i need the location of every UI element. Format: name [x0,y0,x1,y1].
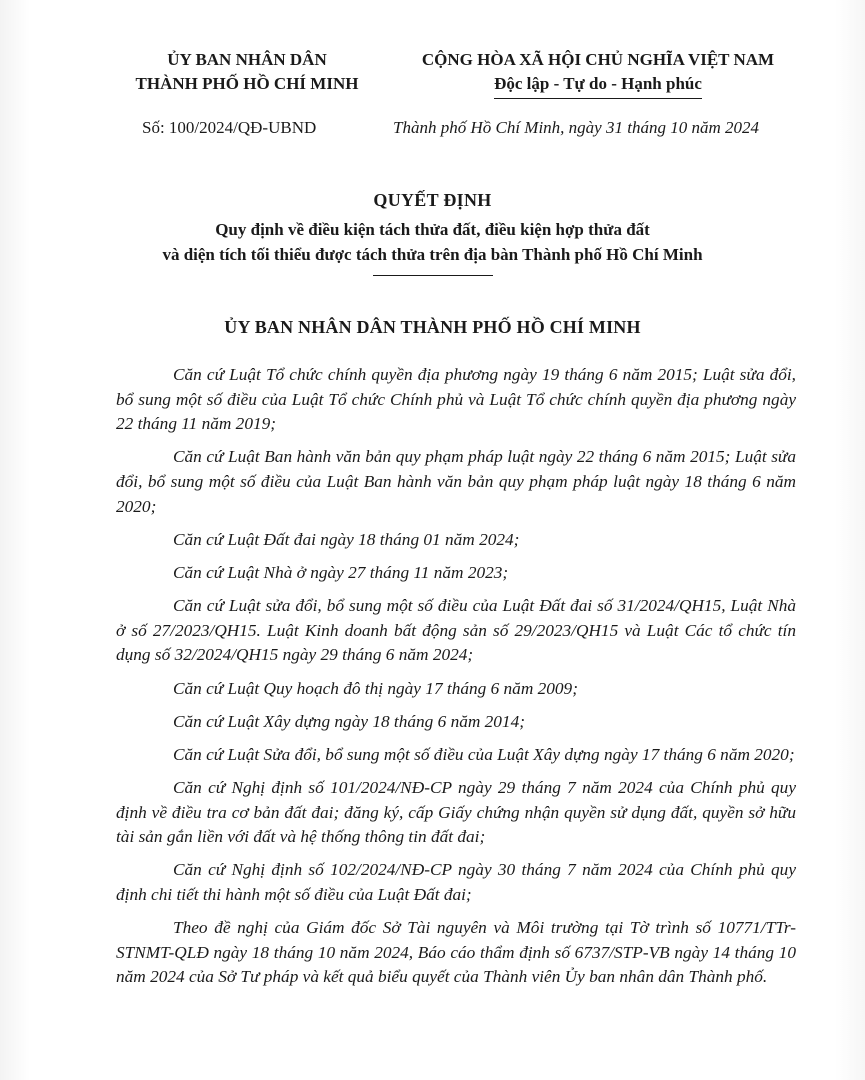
subject-line-1: Quy định về điều kiện tách thửa đất, điều kiện hợp thửa đất [215,220,650,239]
preamble-paragraph: Căn cứ Luật Sửa đổi, bổ sung một số điều của Luật Xây dựng ngày 17 tháng 6 năm 2020; [173,744,795,764]
title-divider [373,275,493,276]
national-name: CỘNG HÒA XÃ HỘI CHỦ NGHĨA VIỆT NAM [421,50,775,69]
preamble-paragraph: Căn cứ Luật Tổ chức chính quyền địa phương ngày 19 tháng 6 năm 2015; Luật sửa đổi, bổ sung một số điều của Luật Tổ chức Chính phủ và Luật Tổ chức chính quyền địa phương ngày 22 tháng 11 năm 2019; [116,365,796,434]
preamble-paragraph: Căn cứ Nghị định số 102/2024/NĐ-CP ngày 30 tháng 7 năm 2024 của Chính phủ quy định chi tiết thi hành một số điều của Luật Đất đai; [116,860,796,905]
document-date: Thành phố Hồ Chí Minh, ngày 31 tháng 10 năm 2024 [393,118,759,137]
subject-line-2: và diện tích tối thiểu được tách thửa trên địa bàn Thành phố Hồ Chí Minh [162,245,703,264]
issuing-agency [112,48,382,96]
national-motto: Độc lập - Tự do - Hạnh phúc [494,72,702,96]
preamble-paragraph: Căn cứ Luật Xây dựng ngày 18 tháng 6 năm 2014; [173,711,525,731]
preamble [116,363,796,999]
agency-line-1: ỦY BAN NHÂN DÂN [167,50,327,69]
national-heading [388,48,808,96]
document-number: Số: 100/2024/QĐ-UBND [142,118,317,137]
issuing-authority: ỦY BAN NHÂN DÂN THÀNH PHỐ HỒ CHÍ MINH [224,317,641,337]
preamble-paragraph: Căn cứ Luật Đất đai ngày 18 tháng 01 năm 2024; [173,529,520,549]
preamble-paragraph: Căn cứ Luật Ban hành văn bản quy phạm pháp luật ngày 22 tháng 6 năm 2015; Luật sửa đổi, bổ sung một số điều của Luật Ban hành văn bản quy phạm pháp luật ngày 18 tháng 6 năm 2020; [116,447,796,516]
preamble-paragraph: Căn cứ Luật Quy hoạch đô thị ngày 17 tháng 6 năm 2009; [173,678,578,698]
document-title-block [0,188,865,276]
preamble-paragraph: Căn cứ Luật Nhà ở ngày 27 tháng 11 năm 2023; [173,562,509,582]
agency-line-2: THÀNH PHỐ HỒ CHÍ MINH [135,74,359,93]
preamble-paragraph: Căn cứ Nghị định số 101/2024/NĐ-CP ngày 29 tháng 7 năm 2024 của Chính phủ quy định về điều tra cơ bản đất đai; đăng ký, cấp Giấy chứng nhận quyền sử dụng đất, quyền sở hữu tài sản gắn liền với đất và hệ thống thông tin đất đai; [116,778,796,847]
preamble-paragraph: Căn cứ Luật sửa đổi, bổ sung một số điều của Luật Đất đai số 31/2024/QH15, Luật Nhà ở số 27/2023/QH15. Luật Kinh doanh bất động sản số 29/2023/QH15 và Luật Các tổ chức tín dụng số 32/2024/QH15 ngày 29 tháng 6 năm 2024; [116,596,796,665]
preamble-paragraph: Theo đề nghị của Giám đốc Sở Tài nguyên và Môi trường tại Tờ trình số 10771/TTr-STNMT-QLĐ ngày 18 tháng 10 năm 2024, Báo cáo thẩm định số 6737/STP-VB ngày 14 tháng 10 năm 2024 của Sở Tư pháp và kết quả biểu quyết của Thành viên Ủy ban nhân dân Thành phố. [116,918,796,987]
document-type: QUYẾT ĐỊNH [373,190,492,210]
